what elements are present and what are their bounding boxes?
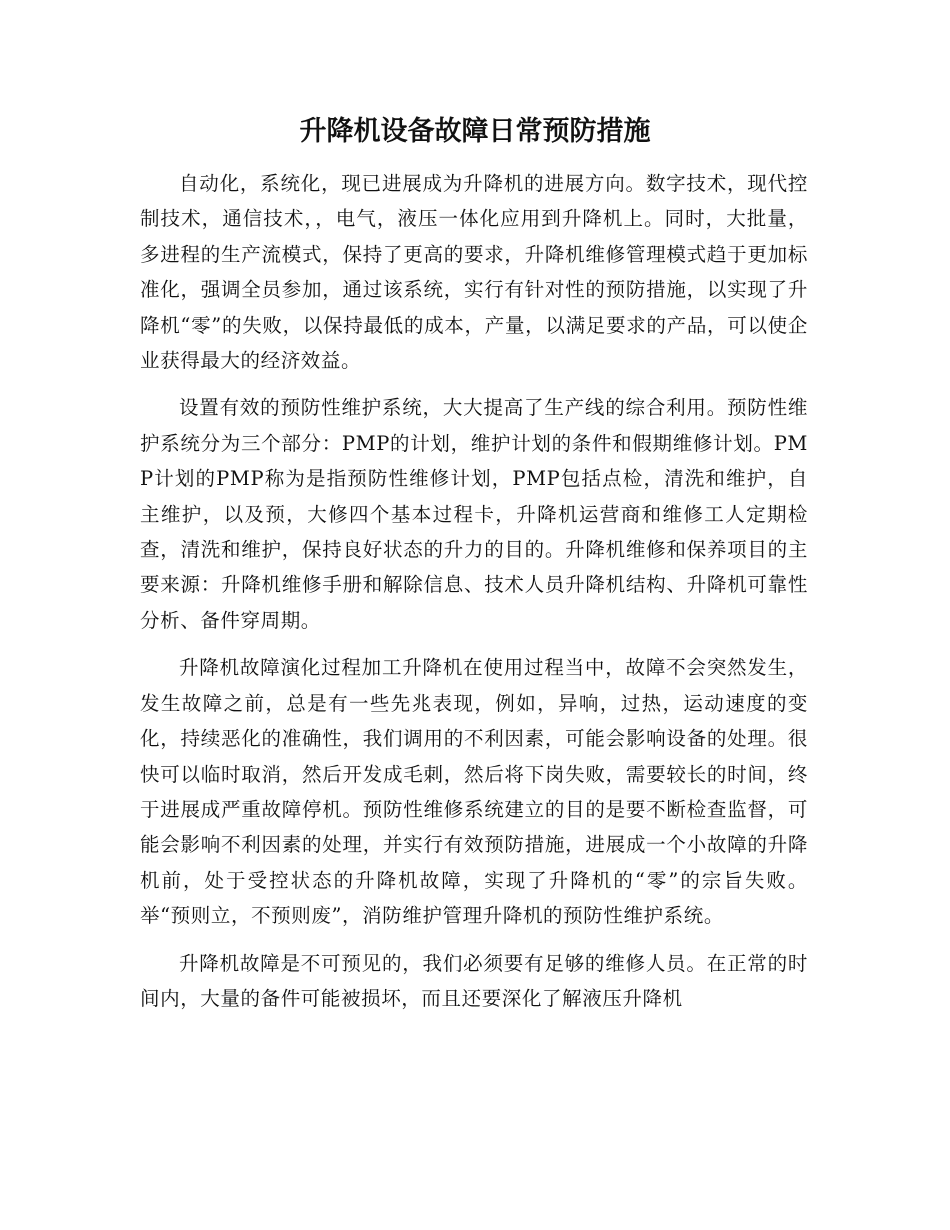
document-body [140, 166, 808, 1028]
paragraph-3: 升降机故障演化过程加工升降机在使用过程当中，故障不会突然发生，发生故障之前，总是有一些先兆表现，例如，异响，过热，运动速度的变化，持续恶化的准确性，我们调用的不利因素，可能会影响设备的处理。很快可以临时取消，然后开发成毛刺，然后将下岗失败，需要较长的时间，终于进展成严重故障停机。预防性维修系统建立的目的是要不断检查监督，可能会影响不利因素的处理，并实行有效预防措施，进展成一个小故障的升降机前，处于受控状态的升降机故障，实现了升降机的“零”的宗旨失败。举“预则立，不预则废”，消防维护管理升降机的预防性维护系统。 [140, 656, 808, 928]
document-title: 升降机设备故障日常预防措施 [299, 116, 651, 147]
paragraph-2: 设置有效的预防性维护系统，大大提高了生产线的综合利用。预防性维护系统分为三个部分：PMP的计划，维护计划的条件和假期维修计划。PMP计划的PMP称为是指预防性维修计划，PMP包括点检，清洗和维护，自主维护，以及预，大修四个基本过程卡，升降机运营商和维修工人定期检查，清洗和维护，保持良好状态的升力的目的。升降机维修和保养项目的主要来源：升降机维修手册和解除信息、技术人员升降机结构、升降机可靠性分析、备件穿周期。 [140, 396, 808, 632]
paragraph-4: 升降机故障是不可预见的，我们必须要有足够的维修人员。在正常的时间内，大量的备件可能被损坏，而且还要深化了解液压升降机 [140, 951, 808, 1010]
paragraph-1: 自动化，系统化，现已进展成为升降机的进展方向。数字技术，现代控制技术，通信技术，，电气，液压一体化应用到升降机上。同时，大批量，多进程的生产流模式，保持了更高的要求，升降机维修管理模式趋于更加标准化，强调全员参加，通过该系统，实行有针对性的预防措施，以实现了升降机“零”的失败，以保持最低的成本，产量，以满足要求的产品，可以使企业获得最大的经济效益。 [140, 172, 808, 373]
